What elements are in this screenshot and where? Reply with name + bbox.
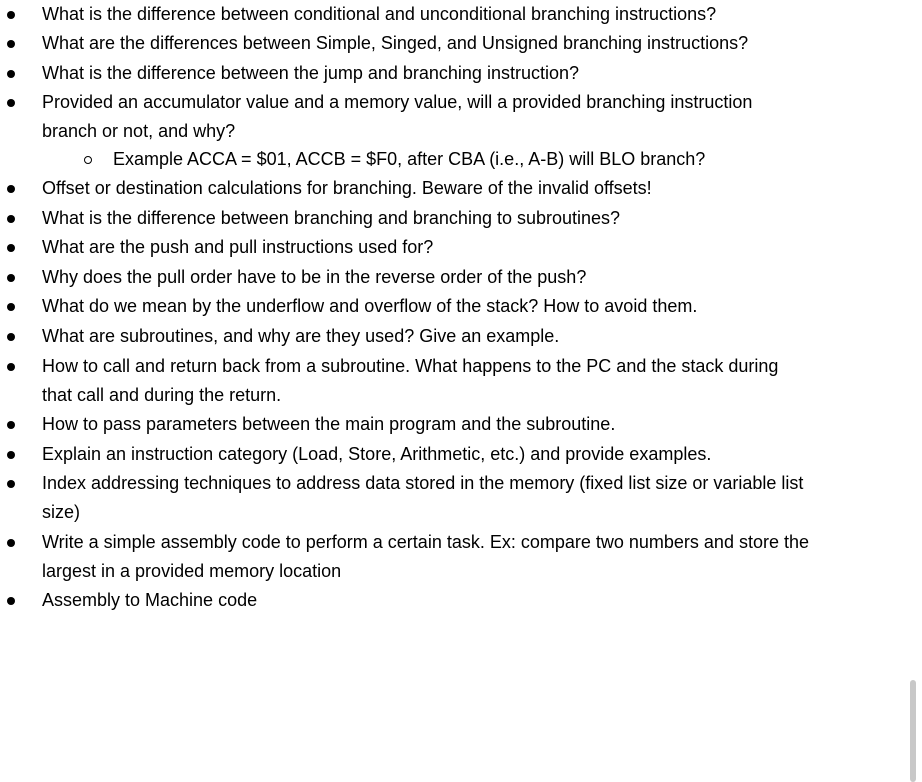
list-item-text: [42, 292, 892, 321]
list-item-line: How to call and return back from a subroutine. What happens to the PC and the stack during: [42, 356, 779, 376]
list-item-text: [42, 528, 892, 586]
list-item-text: [42, 469, 892, 527]
list-item-text: [42, 352, 892, 410]
bullet-icon: [7, 480, 15, 488]
bullet-icon: [7, 333, 15, 341]
list-item-line: Explain an instruction category (Load, Store, Arithmetic, etc.) and provide examples.: [42, 444, 712, 464]
bullet-icon: [7, 11, 15, 19]
bullet-icon: [7, 70, 15, 78]
list-item-text: [42, 440, 892, 469]
list-item-line: branch or not, and why?: [42, 121, 236, 141]
list-item-text: [42, 586, 892, 615]
list-item-line: Index addressing techniques to address data stored in the memory (fixed list size or variable list: [42, 473, 804, 493]
bullet-icon: [7, 421, 15, 429]
list-item-text: [42, 322, 892, 351]
list-item-line: Why does the pull order have to be in the reverse order of the push?: [42, 267, 587, 287]
list-item-text: [42, 263, 892, 292]
list-item-line: What is the difference between conditional and unconditional branching instructions?: [42, 4, 717, 24]
list-item-text: [42, 88, 892, 146]
bullet-icon: [7, 215, 15, 223]
scrollbar-thumb[interactable]: [910, 680, 916, 782]
bullet-icon: [7, 185, 15, 193]
list-item-line: size): [42, 502, 81, 522]
hollow-bullet-icon: [84, 156, 92, 164]
sub-list-item-text: Example ACCA = $01, ACCB = $F0, after CBA (i.e., A-B) will BLO branch?: [113, 149, 706, 169]
bullet-icon: [7, 451, 15, 459]
list-item-line: How to pass parameters between the main program and the subroutine.: [42, 414, 616, 434]
bullet-icon: [7, 99, 15, 107]
list-item-line: What are the push and pull instructions used for?: [42, 237, 434, 257]
list-item-line: What do we mean by the underflow and overflow of the stack? How to avoid them.: [42, 296, 698, 316]
list-item-line: Provided an accumulator value and a memory value, will a provided branching instruction: [42, 92, 753, 112]
list-item-text: [42, 59, 892, 88]
bullet-icon: [7, 40, 15, 48]
list-item-line: What are subroutines, and why are they used? Give an example.: [42, 326, 560, 346]
list-item-text: [42, 0, 892, 29]
list-item-text: [42, 174, 892, 203]
bullet-icon: [7, 274, 15, 282]
bullet-icon: [7, 539, 15, 547]
list-item-text: [42, 29, 892, 58]
list-item-text: [42, 233, 892, 262]
list-item-line: Offset or destination calculations for branching. Beware of the invalid offsets!: [42, 178, 652, 198]
list-item-line: What is the difference between branching and branching to subroutines?: [42, 208, 621, 228]
bullet-icon: [7, 597, 15, 605]
bullet-icon: [7, 244, 15, 252]
list-item-line: Assembly to Machine code: [42, 590, 258, 610]
list-item-line: Write a simple assembly code to perform a certain task. Ex: compare two numbers and store the: [42, 532, 809, 552]
bullet-icon: [7, 363, 15, 371]
list-item-line: that call and during the return.: [42, 385, 282, 405]
list-item-text: [42, 410, 892, 439]
list-item-line: What are the differences between Simple, Singed, and Unsigned branching instructions?: [42, 33, 749, 53]
list-item-line: What is the difference between the jump and branching instruction?: [42, 63, 579, 83]
list-item-text: [42, 204, 892, 233]
bullet-icon: [7, 303, 15, 311]
list-item-line: largest in a provided memory location: [42, 561, 342, 581]
